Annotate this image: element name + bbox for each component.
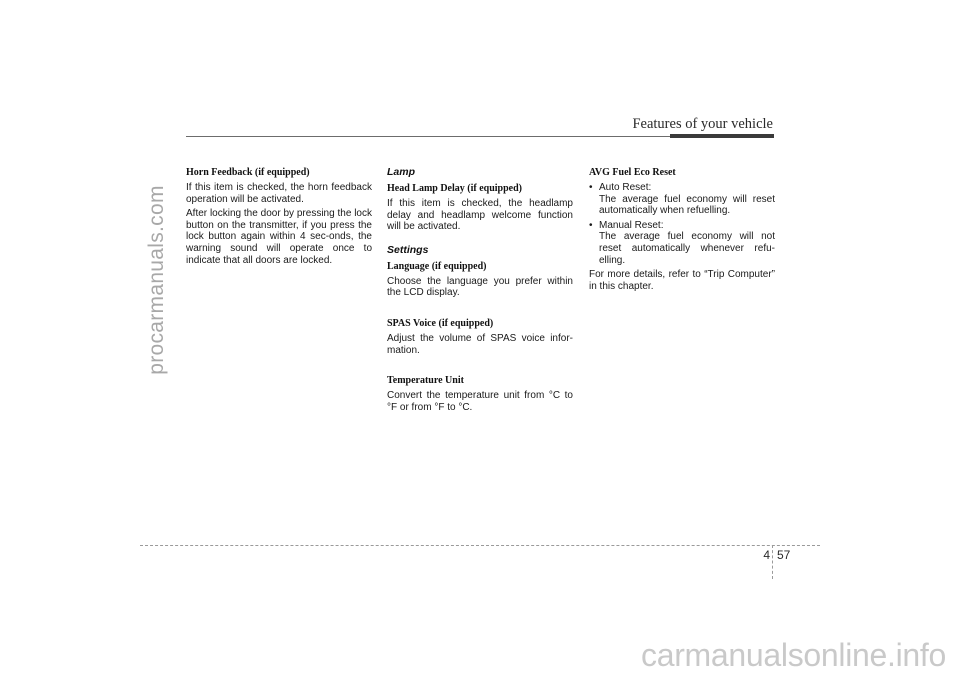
column-lamp-settings xyxy=(387,166,573,413)
bullet-icon: • xyxy=(589,182,593,193)
language-text: Choose the language you prefer within the LCD display. xyxy=(387,275,573,299)
auto-reset-item xyxy=(589,182,775,194)
bullet-icon: • xyxy=(589,219,593,231)
horn-feedback-text: If this item is checked, the horn feedback operation will be activated. xyxy=(186,182,372,205)
column-horn-feedback xyxy=(186,166,372,266)
page-number: 57 xyxy=(777,548,791,562)
headlamp-delay-heading: Head Lamp Delay (if equipped) xyxy=(387,183,523,194)
manual-reset-item xyxy=(589,220,775,232)
temperature-unit-heading: Temperature Unit xyxy=(387,375,464,387)
footer-rule xyxy=(140,545,820,546)
carmanualsonline-watermark: carmanualsonline.info xyxy=(641,637,946,673)
procarmanuals-watermark: procarmanuals.com xyxy=(145,185,168,375)
horn-feedback-heading: Horn Feedback (if equipped) xyxy=(186,167,310,178)
auto-reset-label: Auto Reset: xyxy=(599,182,652,193)
spas-voice-heading: SPAS Voice (if equipped) xyxy=(387,317,494,329)
settings-heading: Settings xyxy=(387,243,429,256)
section-title: Features of your vehicle xyxy=(632,116,773,132)
avg-fuel-eco-heading: AVG Fuel Eco Reset xyxy=(589,167,676,178)
header-rule-accent xyxy=(670,134,774,138)
horn-feedback-lock-text: After locking the door by pressing the lock button on the transmitter, if you press the lock button again within 4 sec-onds, the warning sound will operate once to indicate that all doors are locked. xyxy=(186,208,372,266)
column-avg-fuel-eco xyxy=(589,166,775,292)
spas-voice-text: Adjust the volume of SPAS voice infor-mation. xyxy=(387,332,573,356)
chapter-number: 4 xyxy=(763,548,770,562)
manual-reset-label: Manual Reset: xyxy=(599,219,664,231)
temperature-unit-text: Convert the temperature unit from °C to °F or from °F to °C. xyxy=(387,390,573,413)
page-number-divider xyxy=(772,545,773,579)
manual-reset-text: The average fuel economy will not reset automatically whenever refu-elling. xyxy=(599,231,775,266)
language-heading: Language (if equipped) xyxy=(387,260,487,272)
trip-computer-reference: For more details, refer to “Trip Computer” in this chapter. xyxy=(589,269,775,292)
headlamp-delay-text: If this item is checked, the headlamp delay and headlamp welcome function will be activated. xyxy=(387,198,573,233)
lamp-heading: Lamp xyxy=(387,166,416,178)
auto-reset-text: The average fuel economy will reset automatically when refuelling. xyxy=(599,193,775,217)
